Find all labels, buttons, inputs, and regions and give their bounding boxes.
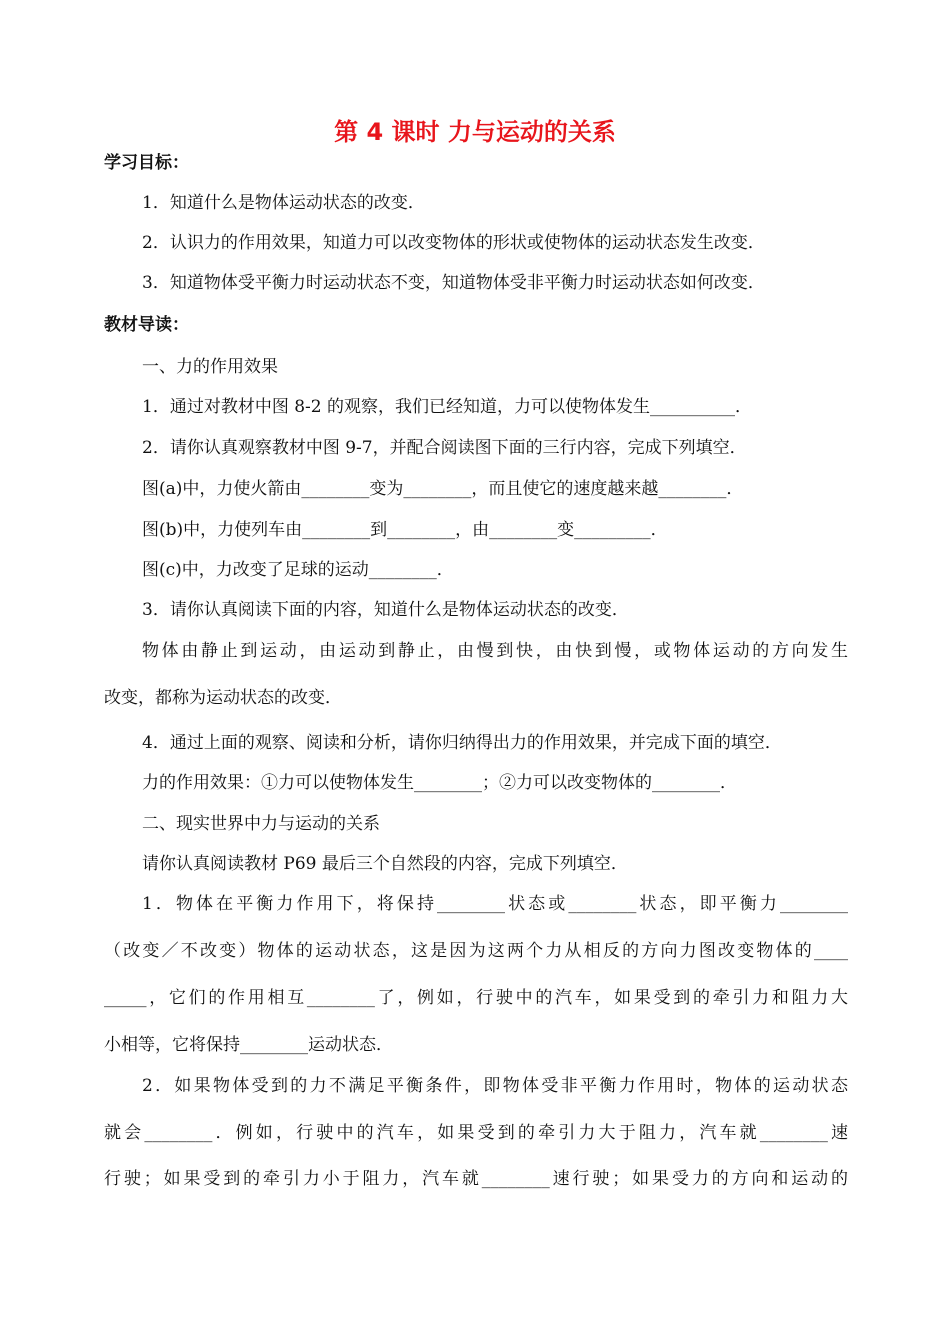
section2-paragraph-1-line-1: 1．物体在平衡力作用下，将保持________状态或________状态，即平衡力________ [142,894,848,914]
section1-question-4-fill: 力的作用效果：①力可以使物体发生________；②力可以改变物体的________． [142,773,737,793]
section1-question-2: 2．请你认真观察教材中图 9-7，并配合阅读图下面的三行内容，完成下列填空． [142,438,747,458]
section2-paragraph-2-line-3: 行驶；如果受到的牵引力小于阻力，汽车就________速行驶；如果受力的方向和运动的 [104,1169,848,1189]
section1-question-1: 1．通过对教材中图 8-2 的观察，我们已经知道，力可以使物体发生__________． [142,397,752,417]
objective-item-3: 3．知道物体受平衡力时运动状态不变，知道物体受非平衡力时运动状态如何改变． [142,273,765,293]
section2-paragraph-2-line-2: 就会________．例如，行驶中的汽车，如果受到的牵引力大于阻力，汽车就________速 [104,1123,848,1143]
section1-question-2b: 图(b)中，力使列车由________到________，由________变_________． [142,520,668,540]
section1-question-2c: 图(c)中，力改变了足球的运动________． [142,560,454,580]
objectives-heading: 学习目标： [104,153,189,173]
section1-definition-line-1: 物体由静止到运动，由运动到静止，由慢到快，由快到慢，或物体运动的方向发生 [142,641,848,661]
section1-question-2a: 图(a)中，力使火箭由________变为________，而且使它的速度越来越________． [142,479,744,499]
section2-intro: 请你认真阅读教材 P69 最后三个自然段的内容，完成下列填空． [142,854,628,874]
section1-title: 一、力的作用效果 [142,357,278,377]
section1-question-3: 3．请你认真阅读下面的内容，知道什么是物体运动状态的改变． [142,600,629,620]
page-title: 第 4 课时 力与运动的关系 [334,118,616,146]
section2-title: 二、现实世界中力与运动的关系 [142,814,380,834]
objective-item-1: 1．知道什么是物体运动状态的改变． [142,193,425,213]
section1-question-4: 4．通过上面的观察、阅读和分析，请你归纳得出力的作用效果，并完成下面的填空． [142,733,782,753]
section2-paragraph-1-line-4: 小相等，它将保持________运动状态． [104,1035,393,1055]
section2-paragraph-1-line-2: （改变／不改变）物体的运动状态，这是因为这两个力从相反的方向力图改变物体的____ [104,941,848,961]
objective-item-2: 2．认识力的作用效果，知道力可以改变物体的形状或使物体的运动状态发生改变． [142,233,765,253]
section1-definition-line-2: 改变，都称为运动状态的改变． [104,688,342,708]
section2-paragraph-2-line-1: 2．如果物体受到的力不满足平衡条件，即物体受非平衡力作用时，物体的运动状态 [142,1076,848,1096]
guide-heading: 教材导读： [104,315,189,335]
section2-paragraph-1-line-3: _____，它们的作用相互________了，例如，行驶中的汽车，如果受到的牵引力和阻力大 [104,988,848,1008]
